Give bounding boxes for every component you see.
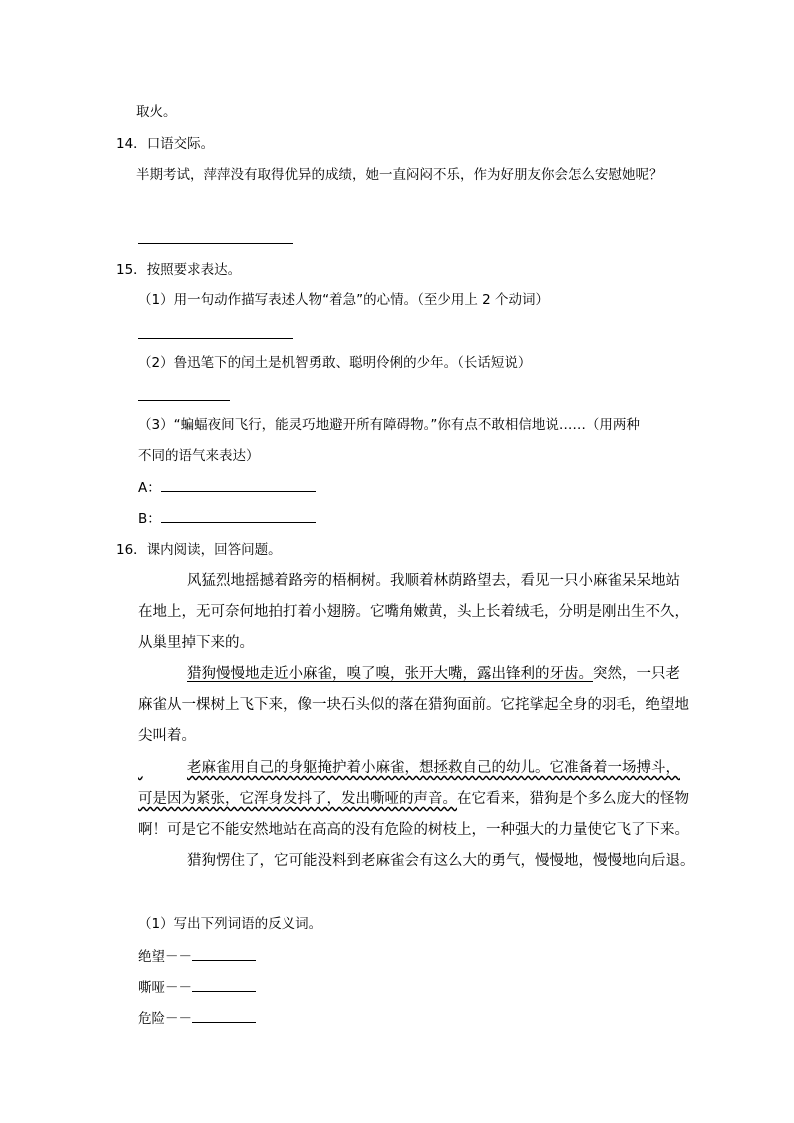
q15-sub2-blank[interactable]: [138, 400, 230, 401]
q16-sub1: （1）写出下列词语的反义词。: [138, 916, 323, 932]
passage-p3-line1: [138, 758, 680, 778]
q15-option-b: [138, 508, 316, 529]
option-b-blank[interactable]: [161, 508, 316, 523]
antonym-blank-2[interactable]: [192, 977, 256, 992]
q15-number: 15．: [116, 262, 147, 278]
passage-p3-line2: [138, 789, 689, 809]
antonym-row-2: [138, 977, 256, 998]
top-fragment: 取火。: [136, 104, 177, 120]
passage-p1-line1: 风猛烈地摇撼着路旁的梧桐树。我顺着林荫路望去，看见一只小麻雀呆呆地站: [187, 573, 680, 589]
passage-p2-line2: 麻雀从一棵树上飞下来，像一块石头似的落在猎狗面前。它挓挲起全身的羽毛，绝望地: [138, 697, 689, 713]
wavy-sentence-1: 老麻雀用自己的身躯掩护着小麻雀，想拯救自己的幼儿。它准备着一场搏斗，: [187, 760, 680, 776]
underlined-sentence: 猎狗慢慢地走近小麻雀，嗅了嗅，张开大嘴，露出锋利的牙齿。: [187, 666, 593, 682]
wavy-indent: [138, 758, 187, 778]
option-a-blank[interactable]: [161, 477, 316, 492]
antonym-word-2: 嘶哑－－: [138, 980, 192, 996]
antonym-blank-3[interactable]: [192, 1008, 256, 1023]
p2-line1-rest: 突然，一只老: [593, 666, 680, 682]
q16-heading: [116, 540, 282, 560]
q14-number: 14．: [116, 136, 147, 152]
passage-p1-line3: 从巢里掉下来的。: [138, 635, 254, 651]
q14-title: 口语交际。: [146, 136, 215, 152]
q14-prompt: 半期考试，萍萍没有取得优异的成绩，她一直闷闷不乐，作为好朋友你会怎么安慰她呢？: [136, 167, 663, 183]
q14-answer-blank[interactable]: [138, 243, 293, 244]
q15-title: 按照要求表达。: [146, 262, 242, 278]
p3-line2-rest: 在它看来，猎狗是个多么庞大的怪物: [457, 791, 689, 807]
q15-option-a: [138, 477, 316, 498]
antonym-row-3: [138, 1008, 256, 1029]
wavy-sentence-2: 可是因为紧张，它浑身发抖了，发出嘶哑的声音。: [138, 791, 457, 807]
antonym-word-1: 绝望－－: [138, 949, 192, 965]
q15-sub3-line1: （3）“蝙蝠夜间飞行，能灵巧地避开所有障碍物。”你有点不敢相信地说……（用两种: [138, 417, 640, 433]
q16-title: 课内阅读，回答问题。: [146, 542, 282, 558]
passage-p1-line2: 在地上，无可奈何地拍打着小翅膀。它嘴角嫩黄，头上长着绒毛，分明是刚出生不久，: [138, 604, 689, 620]
antonym-blank-1[interactable]: [192, 946, 256, 961]
passage-p4-line1: 猎狗愣住了，它可能没料到老麻雀会有这么大的勇气，慢慢地，慢慢地向后退。: [187, 853, 695, 869]
q16-number: 16．: [116, 542, 147, 558]
q15-sub3-line2: 不同的语气来表达）: [138, 448, 260, 464]
passage-p2-line1: [187, 664, 680, 684]
q14-heading: [116, 134, 214, 154]
option-a-label: A：: [138, 480, 161, 496]
q15-sub2: （2）鲁迅笔下的闰土是机智勇敢、聪明伶俐的少年。（长话短说）: [138, 355, 532, 371]
passage-p3-line3: 啊！可是它不能安然地站在高高的没有危险的树枝上，一种强大的力量使它飞了下来。: [138, 822, 689, 838]
antonym-row-1: [138, 946, 256, 967]
option-b-label: B：: [138, 511, 161, 527]
passage-p2-line3: 尖叫着。: [138, 728, 196, 744]
antonym-word-3: 危险－－: [138, 1011, 192, 1027]
q15-heading: [116, 260, 241, 280]
q15-sub1-blank[interactable]: [138, 338, 293, 339]
q15-sub1: （1）用一句动作描写表述人物“着急”的心情。（至少用上 2 个动词）: [138, 292, 549, 308]
